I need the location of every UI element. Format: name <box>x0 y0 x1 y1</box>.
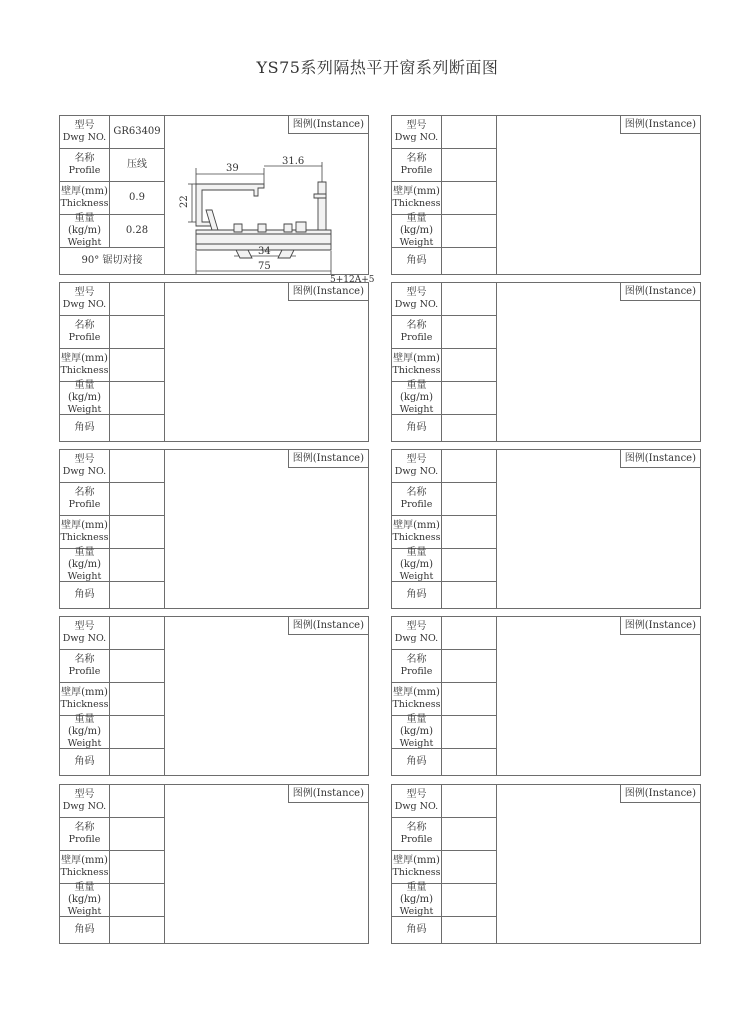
label-cn: 名称 <box>406 822 427 833</box>
corner-value: 90° 锯切对接 <box>60 248 165 274</box>
weight-label <box>392 549 442 582</box>
profile-value <box>442 818 497 851</box>
profile-card <box>59 616 369 776</box>
label-en: Dwg NO. <box>394 801 439 812</box>
weight-value <box>110 382 165 415</box>
corner-label: 角码 <box>392 248 442 274</box>
dwg-no-label <box>392 617 442 650</box>
dim-75: 75 <box>258 261 271 272</box>
weight-value <box>442 549 497 582</box>
dwg-no-value <box>442 785 497 818</box>
label-cn: 壁厚(mm) <box>61 855 108 866</box>
profile-card <box>391 282 701 442</box>
label-cn: 重量(kg/m) <box>67 380 102 403</box>
corner-label: 角码 <box>60 582 110 608</box>
weight-label <box>392 382 442 415</box>
label-cn: 名称 <box>74 320 95 331</box>
dwg-no-value <box>442 450 497 483</box>
label-en: Dwg NO. <box>394 466 439 477</box>
corner-label: 角码 <box>392 415 442 441</box>
thickness-label <box>60 349 110 382</box>
weight-value <box>110 884 165 917</box>
label-cn: 重量(kg/m) <box>399 882 434 905</box>
profile-value <box>442 316 497 349</box>
weight-label <box>60 884 110 917</box>
weight-label <box>60 549 110 582</box>
label-en: Thickness <box>60 532 109 543</box>
thickness-value <box>110 349 165 382</box>
label-cn: 壁厚(mm) <box>393 186 440 197</box>
label-cn: 型号 <box>406 621 427 632</box>
label-cn: 壁厚(mm) <box>393 520 440 531</box>
instance-label: 图例(Instance) <box>620 450 700 468</box>
label-cn: 型号 <box>74 454 95 465</box>
thickness-value <box>110 683 165 716</box>
profile-value <box>110 818 165 851</box>
label-en: Weight <box>67 237 102 248</box>
profile-value <box>110 316 165 349</box>
profile-label <box>392 818 442 851</box>
label-en: Profile <box>400 834 433 845</box>
profile-card <box>59 784 369 944</box>
corner-value <box>442 749 497 775</box>
weight-value: 0.28 <box>110 215 165 248</box>
label-en: Profile <box>400 499 433 510</box>
profile-value <box>110 483 165 516</box>
thickness-value <box>442 182 497 215</box>
label-en: Profile <box>400 165 433 176</box>
label-cn: 名称 <box>406 320 427 331</box>
label-en: Weight <box>67 404 102 415</box>
corner-value <box>442 582 497 608</box>
thickness-label <box>392 851 442 884</box>
dwg-no-value <box>110 283 165 316</box>
label-cn: 名称 <box>74 487 95 498</box>
label-en: Weight <box>399 571 434 582</box>
label-en: Profile <box>400 666 433 677</box>
profile-label <box>392 650 442 683</box>
label-en: Dwg NO. <box>394 132 439 143</box>
profile-label <box>392 483 442 516</box>
weight-value <box>442 382 497 415</box>
label-cn: 壁厚(mm) <box>393 353 440 364</box>
label-cn: 型号 <box>74 120 95 131</box>
corner-label: 角码 <box>392 917 442 943</box>
label-cn: 壁厚(mm) <box>393 855 440 866</box>
instance-label: 图例(Instance) <box>288 283 368 301</box>
dim-34: 34 <box>258 246 271 257</box>
label-en: Thickness <box>392 198 441 209</box>
label-cn: 重量(kg/m) <box>399 380 434 403</box>
profile-label <box>60 149 110 182</box>
label-en: Thickness <box>60 198 109 209</box>
weight-label <box>60 382 110 415</box>
profile-card <box>59 282 369 442</box>
corner-value <box>110 749 165 775</box>
label-cn: 重量(kg/m) <box>67 882 102 905</box>
dwg-no-value <box>442 617 497 650</box>
label-en: Profile <box>68 666 101 677</box>
label-cn: 重量(kg/m) <box>399 213 434 236</box>
label-en: Profile <box>400 332 433 343</box>
profile-label <box>60 316 110 349</box>
weight-value <box>110 549 165 582</box>
corner-label: 角码 <box>392 582 442 608</box>
corner-value <box>442 917 497 943</box>
weight-label <box>392 884 442 917</box>
profile-value <box>110 650 165 683</box>
profile-value: 压线 <box>110 149 165 182</box>
label-cn: 名称 <box>406 153 427 164</box>
label-cn: 名称 <box>74 153 95 164</box>
label-cn: 名称 <box>74 654 95 665</box>
label-en: Dwg NO. <box>62 801 107 812</box>
dwg-no-value <box>110 785 165 818</box>
profile-label <box>392 316 442 349</box>
label-cn: 重量(kg/m) <box>67 547 102 570</box>
label-en: Weight <box>399 404 434 415</box>
label-cn: 重量(kg/m) <box>67 714 102 737</box>
corner-label: 角码 <box>60 749 110 775</box>
label-cn: 型号 <box>74 789 95 800</box>
profile-label <box>60 818 110 851</box>
corner-value <box>442 415 497 441</box>
label-en: Weight <box>67 738 102 749</box>
thickness-label <box>392 182 442 215</box>
dwg-no-value: GR63409 <box>110 116 165 149</box>
weight-value <box>442 884 497 917</box>
page-title: YS75系列隔热平开窗系列断面图 <box>256 58 499 77</box>
dwg-no-label <box>60 116 110 149</box>
dwg-no-value <box>110 450 165 483</box>
label-en: Weight <box>67 571 102 582</box>
label-cn: 型号 <box>406 120 427 131</box>
weight-value <box>442 716 497 749</box>
label-cn: 壁厚(mm) <box>393 687 440 698</box>
profile-section-drawing <box>166 116 375 285</box>
weight-label <box>60 215 110 248</box>
dwg-no-value <box>110 617 165 650</box>
dwg-no-label <box>392 450 442 483</box>
label-en: Profile <box>68 834 101 845</box>
thickness-label <box>60 683 110 716</box>
label-en: Thickness <box>392 532 441 543</box>
profile-value <box>442 483 497 516</box>
thickness-label <box>60 182 110 215</box>
instance-label: 图例(Instance) <box>620 283 700 301</box>
dwg-no-label <box>392 116 442 149</box>
label-en: Thickness <box>60 867 109 878</box>
dwg-no-label <box>60 283 110 316</box>
profile-label <box>60 650 110 683</box>
profile-value <box>442 650 497 683</box>
label-en: Thickness <box>392 365 441 376</box>
thickness-label <box>392 683 442 716</box>
label-en: Weight <box>67 906 102 917</box>
instance-label: 图例(Instance) <box>288 617 368 635</box>
instance-label: 图例(Instance) <box>288 450 368 468</box>
corner-label: 角码 <box>60 917 110 943</box>
label-cn: 重量(kg/m) <box>67 213 102 236</box>
label-cn: 型号 <box>74 287 95 298</box>
weight-label <box>392 215 442 248</box>
thickness-label <box>60 851 110 884</box>
corner-value <box>110 415 165 441</box>
label-cn: 重量(kg/m) <box>399 547 434 570</box>
label-en: Dwg NO. <box>394 299 439 310</box>
profile-card <box>59 449 369 609</box>
corner-value <box>110 917 165 943</box>
thickness-value <box>442 349 497 382</box>
label-cn: 壁厚(mm) <box>61 353 108 364</box>
instance-label: 图例(Instance) <box>620 116 700 134</box>
dwg-no-label <box>60 785 110 818</box>
label-en: Thickness <box>392 867 441 878</box>
profile-card <box>391 616 701 776</box>
profile-label <box>60 483 110 516</box>
instance-label: 图例(Instance) <box>620 617 700 635</box>
dim-31-6: 31.6 <box>282 156 305 167</box>
dim-39: 39 <box>226 163 239 174</box>
label-en: Dwg NO. <box>62 633 107 644</box>
label-cn: 型号 <box>406 789 427 800</box>
dwg-no-label <box>60 450 110 483</box>
label-en: Thickness <box>392 699 441 710</box>
label-cn: 型号 <box>406 454 427 465</box>
label-cn: 型号 <box>74 621 95 632</box>
label-cn: 重量(kg/m) <box>399 714 434 737</box>
weight-label <box>60 716 110 749</box>
label-cn: 壁厚(mm) <box>61 687 108 698</box>
corner-label: 角码 <box>392 749 442 775</box>
corner-value <box>110 582 165 608</box>
label-en: Dwg NO. <box>62 466 107 477</box>
label-cn: 壁厚(mm) <box>61 186 108 197</box>
dwg-no-label <box>392 785 442 818</box>
corner-value <box>442 248 497 274</box>
label-en: Weight <box>399 738 434 749</box>
thickness-label <box>392 516 442 549</box>
thickness-value: 0.9 <box>110 182 165 215</box>
label-en: Dwg NO. <box>62 299 107 310</box>
instance-label: 图例(Instance) <box>288 785 368 803</box>
profile-label <box>392 149 442 182</box>
label-en: Weight <box>399 906 434 917</box>
dwg-no-label <box>392 283 442 316</box>
thickness-value <box>442 683 497 716</box>
weight-label <box>392 716 442 749</box>
thickness-value <box>110 851 165 884</box>
dwg-no-value <box>442 283 497 316</box>
weight-value <box>110 716 165 749</box>
profile-card <box>391 115 701 275</box>
dim-22: 22 <box>179 195 190 208</box>
thickness-label <box>392 349 442 382</box>
label-en: Profile <box>68 165 101 176</box>
label-en: Thickness <box>60 699 109 710</box>
dwg-no-value <box>442 116 497 149</box>
label-cn: 名称 <box>406 487 427 498</box>
profile-card <box>391 449 701 609</box>
thickness-value <box>110 516 165 549</box>
corner-label: 角码 <box>60 415 110 441</box>
label-en: Weight <box>399 237 434 248</box>
thickness-value <box>442 851 497 884</box>
instance-label: 图例(Instance) <box>620 785 700 803</box>
profile-value <box>442 149 497 182</box>
label-en: Dwg NO. <box>394 633 439 644</box>
label-en: Profile <box>68 332 101 343</box>
thickness-value <box>442 516 497 549</box>
label-en: Dwg NO. <box>62 132 107 143</box>
label-en: Profile <box>68 499 101 510</box>
thickness-label <box>60 516 110 549</box>
label-en: Thickness <box>60 365 109 376</box>
profile-card <box>391 784 701 944</box>
label-cn: 名称 <box>406 654 427 665</box>
dwg-no-label <box>60 617 110 650</box>
weight-value <box>442 215 497 248</box>
label-cn: 壁厚(mm) <box>61 520 108 531</box>
label-cn: 名称 <box>74 822 95 833</box>
instance-label: 图例(Instance) <box>288 116 368 134</box>
glass-spec: 5+12A+5 <box>330 275 375 285</box>
label-cn: 型号 <box>406 287 427 298</box>
profile-card <box>59 115 375 285</box>
